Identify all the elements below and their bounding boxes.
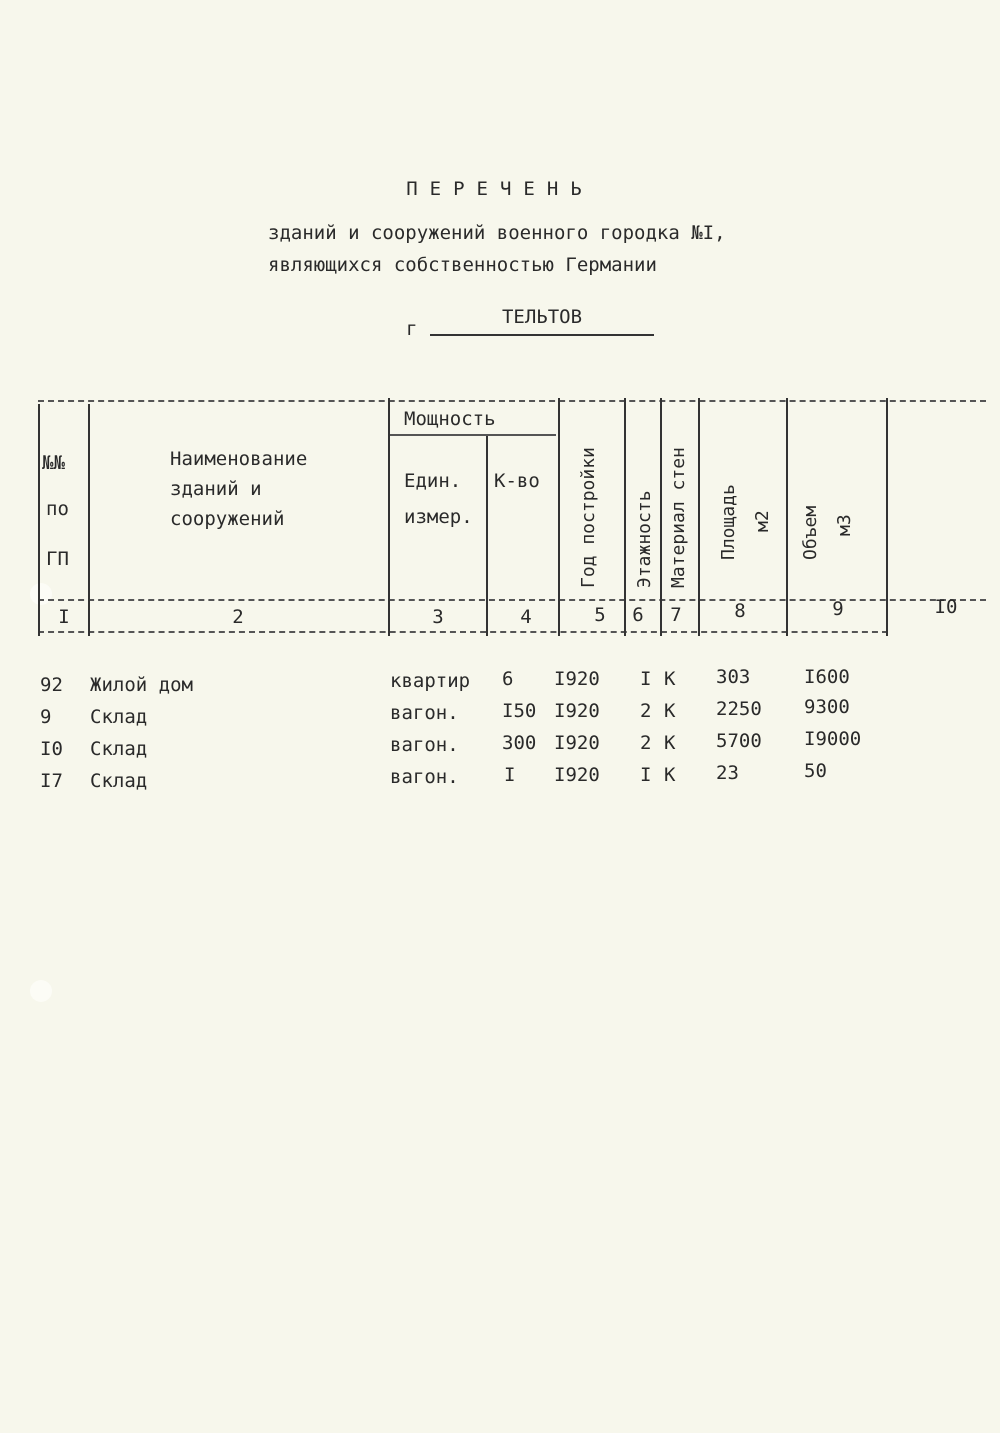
header-unit-1: Един. xyxy=(404,470,462,492)
subtitle-line-2: являющихся собственностью Германии xyxy=(268,254,657,276)
row-name: Склад xyxy=(90,770,148,792)
row-walls: К xyxy=(664,700,676,722)
row-qty: 6 xyxy=(502,668,514,690)
row-no: I0 xyxy=(40,738,63,760)
row-floors: 2 xyxy=(640,700,652,722)
table-top-line xyxy=(38,400,986,402)
col-divider xyxy=(38,404,40,636)
header-unit-2: измер. xyxy=(404,506,473,528)
col-divider xyxy=(558,398,560,636)
row-name: Склад xyxy=(90,738,148,760)
row-qty: 300 xyxy=(502,732,537,754)
header-floors: Этажность xyxy=(634,490,655,588)
row-year: I920 xyxy=(554,732,600,754)
header-name-3: сооружений xyxy=(170,508,285,530)
col-number: 9 xyxy=(832,598,844,620)
city-underline xyxy=(430,334,654,336)
row-no: 92 xyxy=(40,674,63,696)
header-volume: Объем xyxy=(800,505,821,560)
row-name: Склад xyxy=(90,706,148,728)
col-divider xyxy=(388,398,390,636)
header-no-3: ГП xyxy=(46,548,69,570)
row-year: I920 xyxy=(554,700,600,722)
row-area: 23 xyxy=(716,762,739,784)
row-qty: I xyxy=(504,764,516,786)
row-unit: вагон. xyxy=(390,766,459,788)
row-area: 5700 xyxy=(716,730,762,752)
header-qty: К-во xyxy=(494,470,540,492)
col-number: I0 xyxy=(934,596,958,618)
header-area: Площадь xyxy=(718,484,739,560)
row-no: I7 xyxy=(40,770,63,792)
col-divider xyxy=(88,404,90,636)
row-name: Жилой дом xyxy=(90,674,193,696)
col-number: 6 xyxy=(632,604,644,626)
row-qty: I50 xyxy=(502,700,537,722)
numbers-bottom-line xyxy=(38,631,888,633)
col-number: 5 xyxy=(594,604,606,626)
row-area: 2250 xyxy=(716,698,762,720)
city-prefix: г xyxy=(406,318,418,340)
row-year: I920 xyxy=(554,764,600,786)
document-title: ПЕРЕЧЕНЬ xyxy=(406,178,594,200)
col-divider xyxy=(886,398,888,636)
col-number: 2 xyxy=(232,606,244,628)
col-number: I xyxy=(58,606,70,628)
header-no-1: №№ xyxy=(42,452,65,474)
header-volume-unit: м3 xyxy=(834,514,855,536)
punch-hole-bottom xyxy=(30,980,52,1002)
header-walls: Материал стен xyxy=(668,447,689,588)
col-divider xyxy=(786,398,788,636)
row-no: 9 xyxy=(40,706,52,728)
capacity-underline xyxy=(388,434,556,436)
row-area: 303 xyxy=(716,666,751,688)
punch-hole-top xyxy=(30,583,52,605)
row-floors: I xyxy=(640,668,652,690)
row-walls: К xyxy=(664,668,676,690)
header-name-2: зданий и xyxy=(170,478,262,500)
header-no-2: по xyxy=(46,498,69,520)
row-volume: 9300 xyxy=(804,696,850,718)
row-year: I920 xyxy=(554,668,600,690)
col-divider xyxy=(698,398,700,636)
row-floors: I xyxy=(640,764,652,786)
header-name-1: Наименование xyxy=(170,448,308,470)
subtitle-line-1: зданий и сооружений военного городка №I, xyxy=(268,222,726,244)
row-walls: К xyxy=(664,764,676,786)
header-year: Год постройки xyxy=(578,447,599,588)
header-capacity: Мощность xyxy=(404,408,496,430)
col-number: 4 xyxy=(520,606,532,628)
row-walls: К xyxy=(664,732,676,754)
col-number: 3 xyxy=(432,606,444,628)
row-floors: 2 xyxy=(640,732,652,754)
header-area-unit: м2 xyxy=(752,510,773,532)
col-divider xyxy=(660,398,662,636)
col-divider xyxy=(486,436,488,636)
col-number: 7 xyxy=(670,604,682,626)
row-volume: I600 xyxy=(804,666,850,688)
row-volume: I9000 xyxy=(804,728,862,750)
city-name: ТЕЛЬТОВ xyxy=(501,306,583,328)
row-unit: квартир xyxy=(390,670,471,692)
row-volume: 50 xyxy=(804,760,827,782)
row-unit: вагон. xyxy=(390,702,459,724)
col-number: 8 xyxy=(734,600,746,622)
col-divider xyxy=(624,398,626,636)
row-unit: вагон. xyxy=(390,734,459,756)
